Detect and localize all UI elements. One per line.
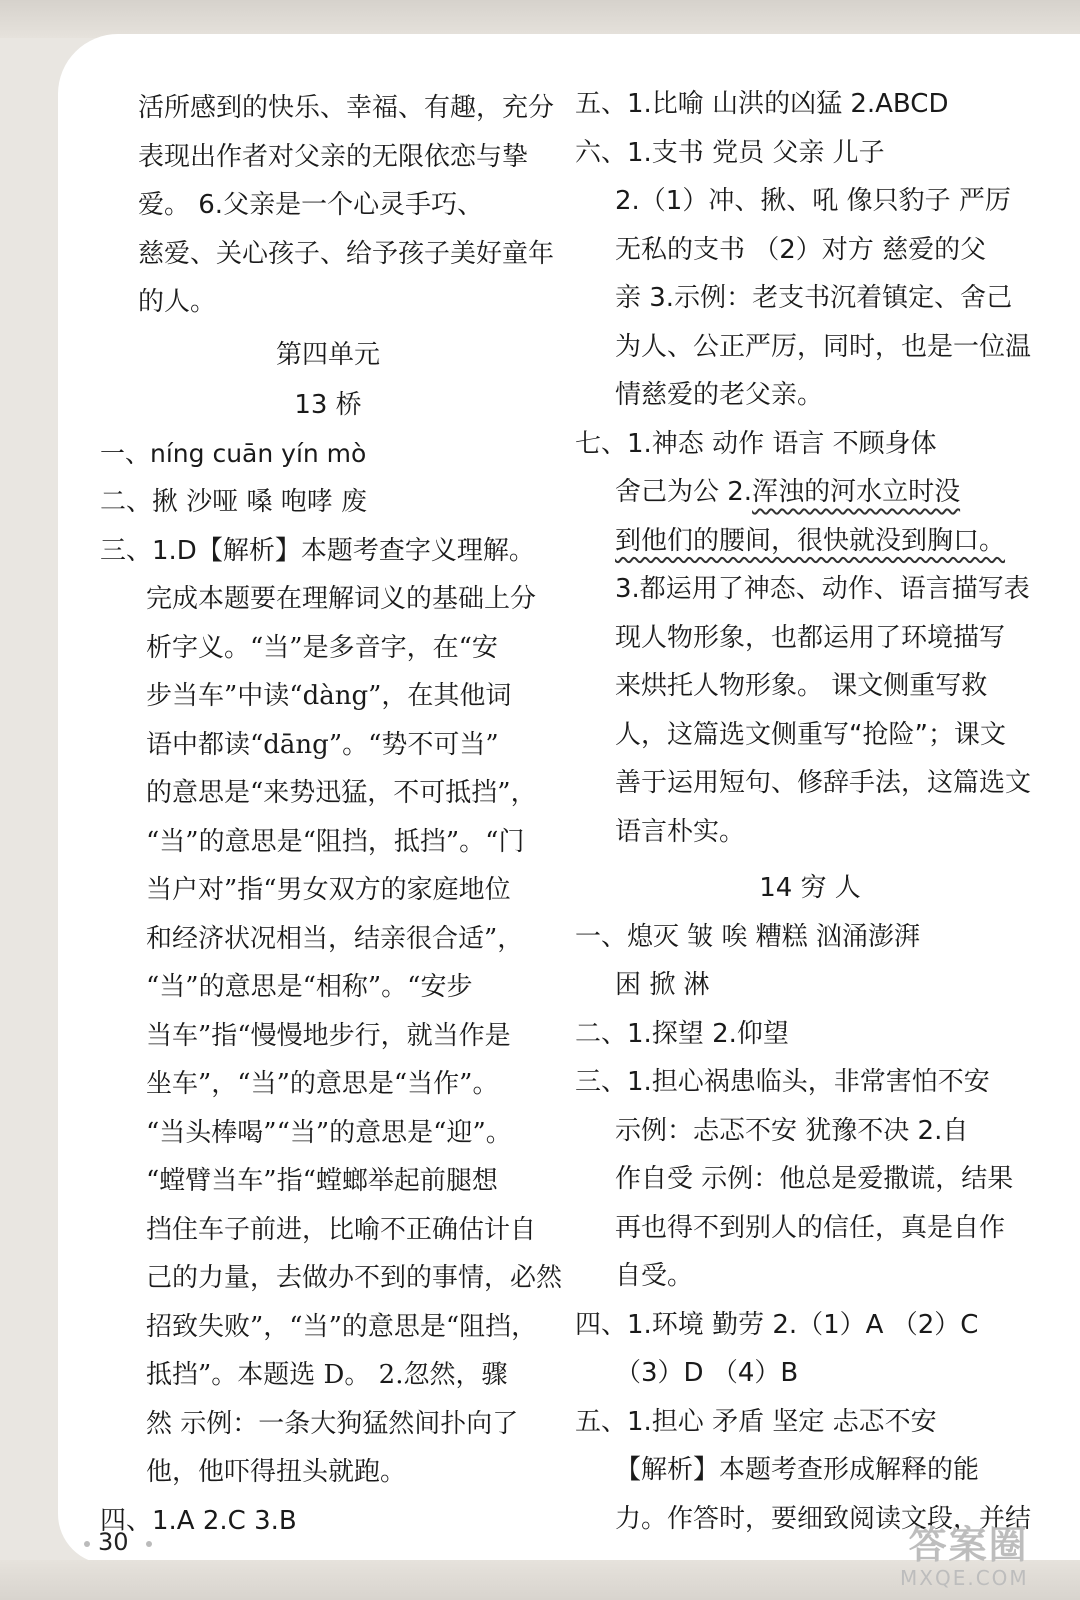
answer-line	[100, 866, 556, 915]
answer-text: “螳臂当车”指“螳螂举起前腿想	[146, 1166, 498, 1196]
answer-text: 为人、公正严厉，同时，也是一位温	[615, 331, 1032, 362]
answer-text: 表现出作者对父亲的无限依恋与挚	[138, 141, 529, 172]
page-number: 30	[98, 1528, 129, 1556]
answer-text: 他，他吓得扭头就跑。	[146, 1457, 407, 1487]
answer-line	[575, 420, 1045, 469]
answer-text: 慈爱、关心孩子、给予孩子美好童年	[138, 238, 555, 269]
answer-text: 一、熄灭 皱 唉 糟糕 汹涌澎湃	[575, 921, 921, 952]
answer-line	[575, 517, 1045, 566]
answer-line	[100, 84, 556, 133]
previous-answer-continuation	[100, 84, 556, 327]
answer-line	[100, 133, 556, 182]
answer-line	[575, 129, 1045, 178]
answer-line	[100, 575, 556, 624]
answer-line	[575, 468, 1045, 517]
answer-text: 析字义。“当”是多音字，在“安	[146, 632, 498, 663]
answer-line	[575, 1107, 1045, 1156]
answer-line	[100, 915, 556, 964]
answer-line	[575, 614, 1045, 663]
lesson-13-answers-continued	[575, 80, 1045, 856]
answer-text: 示例：忐忑不安 犹豫不决 2.自	[615, 1115, 969, 1146]
answer-text: （3）D （4）B	[615, 1358, 799, 1388]
answer-text: 爱。 6.父亲是一个心灵手巧、	[138, 190, 484, 220]
answer-text: 步当车”中读“dàng”，在其他词	[146, 681, 512, 711]
left-column	[100, 84, 563, 1545]
watermark	[900, 1525, 1029, 1589]
answer-text: 力。作答时，要细致阅读文段，并结	[615, 1503, 1032, 1534]
answer-line	[575, 961, 1045, 1010]
answer-text: 二、揪 沙哑 嗓 咆哮 废	[100, 487, 368, 517]
answer-line	[575, 1204, 1045, 1253]
answer-text: 抵挡”。本题选 D。 2.忽然，骤	[146, 1360, 508, 1390]
answer-text: 的意思是“来势迅猛，不可抵挡”，	[146, 778, 537, 808]
lesson-14-title: 14 穷 人	[759, 873, 861, 903]
answer-text: 当车”指“慢慢地步行，就当作是	[146, 1020, 511, 1051]
answer-text: 四、1.A 2.C 3.B	[100, 1505, 297, 1536]
answer-text: 人，这篇选文侧重写“抢险”；课文	[615, 719, 1006, 750]
answer-line	[575, 1301, 1045, 1350]
answer-text: 然 示例：一条大狗猛然间扑向了	[146, 1408, 519, 1439]
wavy-underlined-answer: 到他们的腰间，很快就没到胸口。	[615, 525, 1006, 556]
answer-text: 活所感到的快乐、幸福、有趣，充分	[138, 93, 555, 123]
answer-text: 善于运用短句、修辞手法，这篇选文	[615, 768, 1032, 798]
answer-line	[575, 808, 1045, 857]
answer-text: 语言朴实。	[615, 816, 746, 847]
answer-line	[100, 624, 556, 673]
answer-text: 的人。	[138, 287, 217, 317]
answer-line	[575, 226, 1045, 275]
answer-text: 舍己为公 2.	[615, 477, 753, 507]
answer-line	[100, 1351, 556, 1400]
answer-text: 一、níng cuān yín mò	[100, 438, 367, 468]
answer-line	[100, 672, 556, 721]
answer-text: 亲 3.示例：老支书沉着镇定、舍己	[615, 283, 1013, 313]
answer-text: 再也得不到别人的信任，真是自作	[615, 1212, 1006, 1243]
unit-title: 第四单元	[275, 339, 380, 370]
answer-text: 当户对”指“男女双方的家庭地位	[146, 875, 511, 905]
answer-line	[100, 1254, 563, 1303]
answer-line	[100, 1206, 556, 1255]
answer-text: 和经济状况相当，结亲很合适”，	[146, 923, 524, 954]
page-dot	[146, 1541, 152, 1547]
answer-line	[100, 181, 556, 230]
answer-line	[575, 565, 1045, 614]
answer-line	[575, 323, 1045, 372]
answer-line	[575, 1349, 1045, 1398]
answer-line	[100, 230, 556, 279]
answer-line	[575, 662, 1045, 711]
answer-line	[575, 177, 1045, 226]
answer-line	[100, 278, 556, 327]
answer-text: 己的力量，去做办不到的事情，必然	[146, 1263, 563, 1293]
answer-text: 现人物形象，也都运用了环境描写	[615, 622, 1006, 653]
answer-text: 七、1.神态 动作 语言 不顾身体	[575, 428, 937, 459]
answer-line	[575, 371, 1045, 420]
answer-line	[575, 1010, 1045, 1059]
answer-text: 完成本题要在理解词义的基础上分	[146, 584, 537, 614]
lesson-14-answers	[575, 913, 1045, 1544]
answer-text: 3.都运用了神态、动作、语言描写表	[615, 574, 1030, 604]
wavy-underlined-answer: 浑浊的河水立时没	[752, 477, 961, 507]
lesson-13-title: 13 桥	[294, 390, 362, 420]
answer-line	[100, 478, 556, 527]
answer-line	[575, 274, 1045, 323]
answer-line	[100, 1109, 556, 1158]
answer-text: 五、1.担心 矛盾 坚定 忐忑不安	[575, 1406, 937, 1437]
answer-line	[575, 1398, 1045, 1447]
answer-line	[100, 1400, 556, 1449]
answer-line	[575, 1058, 1045, 1107]
answer-line	[575, 711, 1045, 760]
answer-text: 来烘托人物形象。 课文侧重写救	[615, 671, 988, 701]
answer-line	[100, 1303, 556, 1352]
answer-text: 四、1.环境 勤劳 2.（1）A （2）C	[575, 1309, 979, 1340]
answer-line	[575, 1155, 1045, 1204]
answer-text: 挡住车子前进，比喻不正确估计自	[146, 1214, 537, 1245]
answer-text: “当头棒喝”“当”的意思是“迎”。	[146, 1117, 512, 1148]
answer-text: “当”的意思是“相称”。“安步	[146, 972, 473, 1002]
answer-text: 【解析】本题考查形成解释的能	[615, 1455, 980, 1485]
right-column	[575, 80, 1045, 1543]
answer-line	[575, 80, 1045, 129]
answer-text: 坐车”，“当”的意思是“当作”。	[146, 1069, 499, 1099]
page-dot	[84, 1541, 90, 1547]
answer-text: 2.（1）冲、揪、吼 像只豹子 严厉	[615, 186, 1011, 216]
answer-line	[575, 1446, 1045, 1495]
watermark-url: MXQE.COM	[900, 1565, 1029, 1590]
watermark-logo: 答案圈	[908, 1523, 1029, 1567]
answer-line	[100, 963, 556, 1012]
answer-line	[100, 1012, 556, 1061]
answer-text: 作自受 示例：他总是爱撒谎，结果	[615, 1164, 1014, 1194]
answer-text: 招致失败”，“当”的意思是“阻挡，	[146, 1311, 538, 1342]
scan-top-edge	[0, 0, 1080, 38]
answer-text: 自受。	[615, 1261, 694, 1291]
answer-text: 无私的支书 （2）对方 慈爱的父	[615, 234, 987, 265]
answer-line	[575, 913, 1045, 962]
answer-line	[100, 527, 556, 576]
answer-text: 五、1.比喻 山洪的凶猛 2.ABCD	[575, 89, 949, 119]
answer-line	[100, 818, 556, 867]
answer-line	[100, 721, 556, 770]
answer-text: “当”的意思是“阻挡，抵挡”。“门	[146, 826, 525, 857]
answer-line	[575, 1252, 1045, 1301]
answer-text: 语中都读“dāng”。“势不可当”	[146, 729, 499, 760]
answer-line	[100, 1157, 556, 1206]
answer-line	[100, 430, 556, 479]
answer-line	[100, 1497, 556, 1546]
answer-text: 困 掀 淋	[615, 970, 710, 1000]
answer-text: 三、1.担心祸患临头，非常害怕不安	[575, 1067, 990, 1097]
answer-line	[575, 759, 1045, 808]
answer-line	[100, 1448, 556, 1497]
answer-text: 二、1.探望 2.仰望	[575, 1018, 789, 1049]
answer-text: 三、1.D【解析】本题考查字义理解。	[100, 535, 535, 566]
answer-text: 情慈爱的老父亲。	[615, 380, 824, 410]
answer-line	[100, 1060, 556, 1109]
answer-line	[100, 769, 556, 818]
answer-text: 六、1.支书 党员 父亲 儿子	[575, 137, 885, 168]
lesson-13-answers	[100, 430, 563, 1546]
